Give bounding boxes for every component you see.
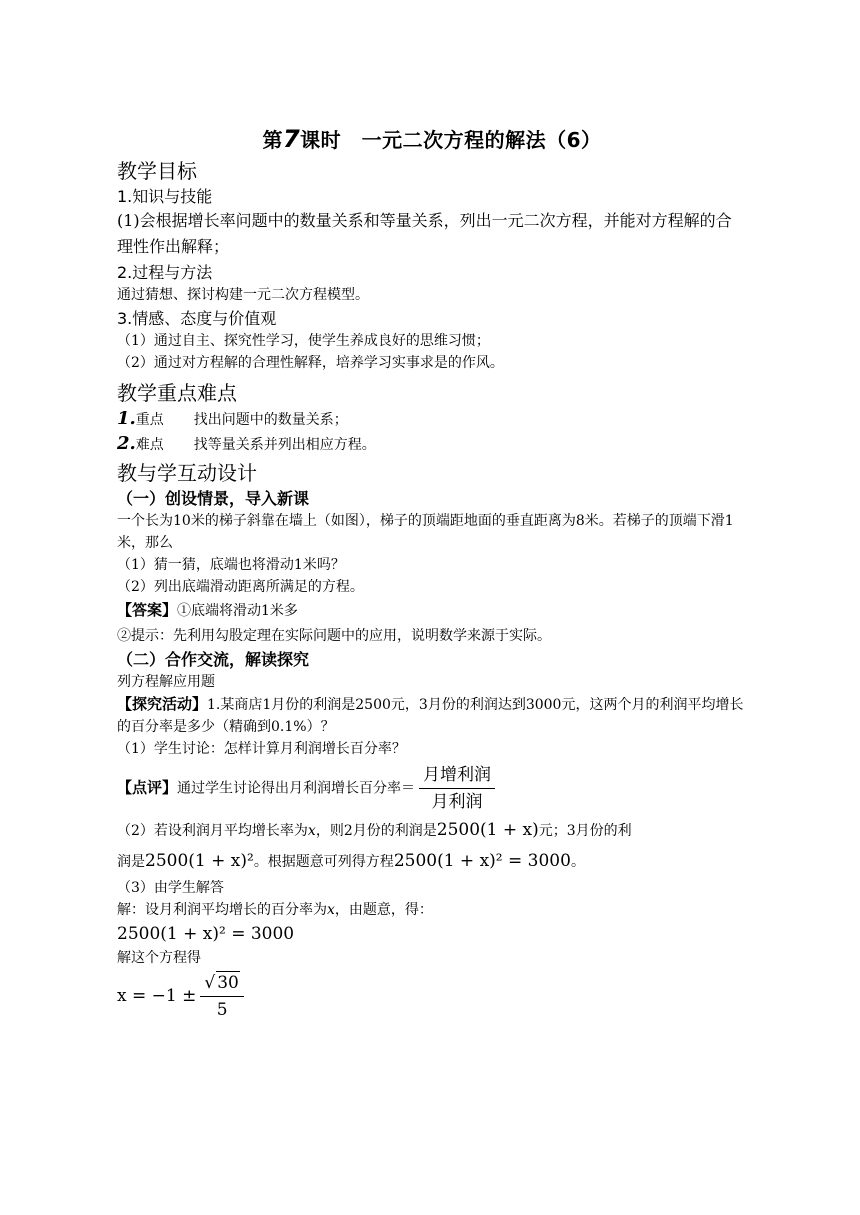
solve-text: 解这个方程得 <box>117 950 201 966</box>
var-x: x <box>307 823 316 839</box>
key-point-1 <box>117 408 747 431</box>
lesson-number: 7 <box>282 125 301 153</box>
title-prefix: 第 <box>262 128 283 152</box>
key-point-2-text: 找等量关系并列出相应方程。 <box>193 437 376 453</box>
q2-text-a: （2）若设利润月平均增长率为 <box>117 823 308 839</box>
solution-line <box>117 899 747 921</box>
key-heading: 教学重点难点 <box>117 381 237 405</box>
comment-line <box>117 764 747 813</box>
sqrt-radicand: 30 <box>217 973 239 993</box>
knowledge-heading: 1.知识与技能 <box>117 187 213 206</box>
hint-line: ②提示：先利用勾股定理在实际问题中的应用，说明数学来源于实际。 <box>117 628 551 644</box>
key-point-1-number: 1. <box>117 408 136 429</box>
growth-rate-fraction <box>419 764 495 813</box>
comment-tag: 【点评】 <box>117 778 178 797</box>
answer-text: ①底端将滑动1米多 <box>177 603 298 619</box>
key-point-2-number: 2. <box>117 433 136 454</box>
title-text: 课时 一元二次方程的解法（6） <box>300 128 602 152</box>
question-3: （3）由学生解答 <box>117 880 224 896</box>
q2-text-f: 。 <box>570 854 585 870</box>
key-point-2 <box>117 433 747 456</box>
key-point-1-text: 找出问题中的数量关系； <box>193 412 348 428</box>
solution-text-b: ，由题意，得： <box>334 902 433 918</box>
design-section <box>117 460 747 1021</box>
emotion-item-2: （2）通过对方程解的合理性解释，培养学习实事求是的作风。 <box>117 355 504 371</box>
answer-tag: 【答案】 <box>117 601 178 619</box>
emotion-heading: 3.情感、态度与价值观 <box>117 309 277 328</box>
answer-line <box>117 598 747 624</box>
equation-1: 2500(1 + x)² = 3000 <box>393 851 571 871</box>
expr-feb-profit: 2500(1 + x) <box>436 820 539 840</box>
q2-text-e: 。根据题意可列得方程 <box>253 854 394 870</box>
process-heading: 2.过程与方法 <box>117 263 213 282</box>
expr-mar-profit: 2500(1 + x)² <box>145 851 254 871</box>
question-2-line <box>117 815 747 877</box>
activity-line <box>117 693 747 738</box>
page-title <box>117 124 747 153</box>
section-1-question-1: （1）猜一猜，底端也将滑动1米吗？ <box>117 557 345 573</box>
activity-text: 1.某商店1月份的利润是2500元，3月份的利润达到3000元，这两个月的利润平均增长的百分率是多少（精确到0.1%）？ <box>117 697 744 735</box>
section-1-text: 一个长为10米的梯子斜靠在墙上（如图），梯子的顶端距地面的垂直距离为8米。若梯子的顶端下滑1米，那么 <box>117 513 734 551</box>
q2-text-d: 润是 <box>117 854 145 870</box>
result-line <box>117 971 747 1021</box>
var-x-2: x <box>327 902 335 918</box>
knowledge-text: (1)会根据增长率问题中的数量关系和等量关系，列出一元二次方程，并能对方程解的合理性作出解释； <box>117 211 732 256</box>
emotion-item-1: （1）通过自主、探究性学习，使学生养成良好的思维习惯； <box>117 333 490 349</box>
fraction-numerator: 月增利润 <box>419 764 495 789</box>
fraction-denominator: 月利润 <box>431 792 483 812</box>
design-heading: 教与学互动设计 <box>117 461 257 485</box>
activity-tag: 【探究活动】 <box>117 695 208 713</box>
comment-text: 通过学生讨论得出月利润增长百分率＝ <box>177 780 416 797</box>
section-2-heading: （二）合作交流，解读探究 <box>117 650 310 669</box>
key-points-section <box>117 380 747 456</box>
process-text: 通过猜想、探讨构建一元二次方程模型。 <box>117 287 369 303</box>
solution-text-a: 解：设月利润平均增长的百分率为 <box>117 902 327 918</box>
result-denominator: 5 <box>216 1000 228 1020</box>
goals-heading: 教学目标 <box>117 159 197 183</box>
result-fraction <box>200 971 243 1021</box>
section-1-heading: （一）创设情景，导入新课 <box>117 489 310 508</box>
activity-question-1: （1）学生讨论：怎样计算月利润增长百分率？ <box>117 741 406 757</box>
key-point-1-label: 重点 <box>135 412 164 428</box>
key-point-2-label: 难点 <box>135 437 164 453</box>
q2-text-b: ，则2月份的利润是 <box>315 823 437 839</box>
result-lhs: x = −1 ± <box>117 986 197 1006</box>
q2-text-c: 元；3月份的利 <box>538 823 632 839</box>
equation-2: 2500(1 + x)² = 3000 <box>117 924 295 944</box>
goals-section <box>117 158 747 374</box>
section-1-question-2: （2）列出底端滑动距离所满足的方程。 <box>117 579 364 595</box>
section-2-intro: 列方程解应用题 <box>117 674 215 690</box>
result-numerator: √ 30 <box>200 971 243 997</box>
